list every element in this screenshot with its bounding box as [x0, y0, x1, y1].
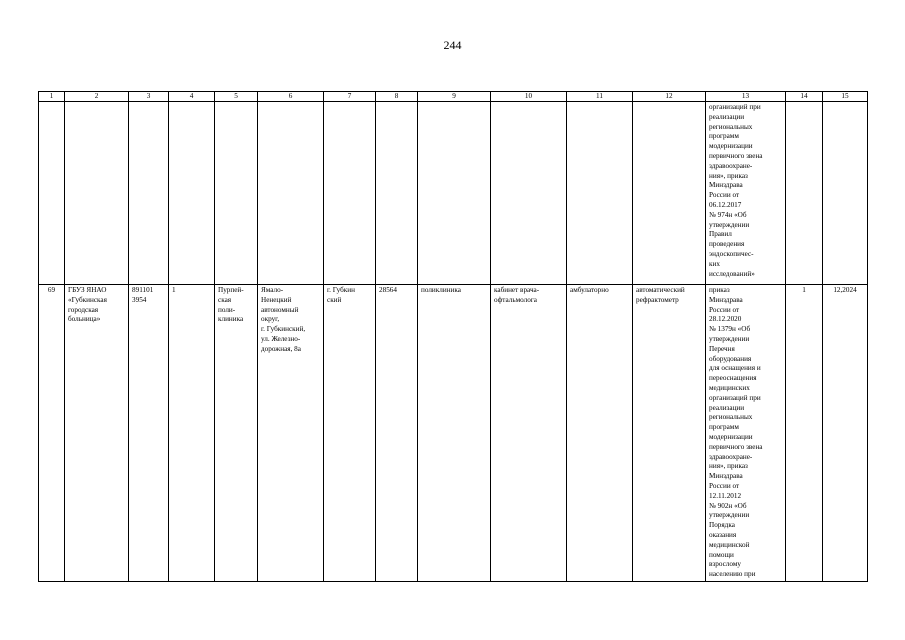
cell-col6: [258, 102, 324, 285]
cell-address: [258, 285, 324, 582]
text-line: программ: [709, 423, 739, 432]
text-line: оборудования: [709, 354, 752, 363]
text-line: 891101: [132, 286, 154, 294]
text-line: здравоохране-: [709, 452, 753, 461]
text-line: ких: [709, 259, 720, 268]
text-line: «Губкинская: [68, 295, 107, 304]
cell-col12: [633, 102, 706, 285]
text-line: населению при: [709, 570, 756, 579]
cell-col14: [786, 102, 823, 285]
cell-organization: [65, 285, 129, 582]
text-line: реализации: [709, 403, 745, 412]
text-line: ГБУЗ ЯНАО: [68, 286, 107, 294]
column-header-4: 4: [169, 92, 215, 102]
column-header-7: 7: [324, 92, 376, 102]
text-line: здравоохране-: [709, 161, 753, 170]
text-line: автономный: [261, 305, 299, 314]
text-line: № 1379н «Об: [709, 325, 751, 334]
column-number-row: [39, 92, 868, 102]
text-line: региональных: [709, 122, 753, 131]
text-line: утверждении: [709, 511, 750, 520]
column-header-10: 10: [491, 92, 567, 102]
text-line: модернизации: [709, 142, 753, 151]
text-line: организаций при: [709, 393, 761, 402]
text-line: Перечня: [709, 344, 735, 353]
cell-col10: [491, 102, 567, 285]
text-line: № 974н «Об: [709, 210, 747, 219]
text-line: 28.12.2020: [709, 315, 742, 324]
text-line: исследований»: [709, 269, 755, 278]
page-number: 244: [443, 38, 462, 52]
cell-col15: [823, 102, 868, 285]
column-header-12: 12: [633, 92, 706, 102]
text-line: взрослому: [709, 560, 741, 569]
text-line: округ,: [261, 315, 280, 324]
text-line: Ненецкий: [261, 295, 292, 304]
cell-col5: [215, 102, 258, 285]
text-line: городская: [68, 305, 99, 314]
cell-col8: [376, 102, 418, 285]
text-line: дорожная, 8а: [261, 344, 301, 353]
column-header-15: 15: [823, 92, 868, 102]
text-line: медицинской: [709, 540, 750, 549]
cell-col4: [169, 102, 215, 285]
cell-col1: [39, 102, 65, 285]
cell-inn: [129, 285, 169, 582]
text-line: больница»: [68, 315, 101, 324]
text-line: Минздрава: [709, 181, 743, 190]
text-line: Правил: [709, 230, 732, 239]
text-line: Порядка: [709, 521, 735, 530]
text-line: региональных: [709, 413, 753, 422]
text-line: помощи: [709, 550, 734, 559]
cell-date: 12,2024: [823, 285, 868, 582]
cell-cabinet: [491, 285, 567, 582]
text-line: программ: [709, 132, 739, 141]
cell-legal-basis: [706, 285, 786, 582]
cell-col3: [129, 102, 169, 285]
text-line: автоматический: [636, 286, 685, 294]
table-row-continuation: [39, 102, 868, 285]
text-line: ния», приказ: [709, 462, 748, 471]
text-line: ский: [327, 295, 342, 304]
text-line: оказания: [709, 530, 737, 539]
cell-municipality: [324, 285, 376, 582]
text-line: Пурпей-: [218, 286, 244, 294]
text-line: ская: [218, 295, 232, 304]
cell-col4: 1: [169, 285, 215, 582]
text-line: поли-: [218, 305, 236, 314]
text-line: первичного звена: [709, 442, 763, 451]
cell-col9: [418, 102, 491, 285]
text-line: 06.12.2017: [709, 200, 742, 209]
column-header-9: 9: [418, 92, 491, 102]
text-line: эндоскопичес-: [709, 249, 754, 258]
cell-col11: [567, 102, 633, 285]
column-header-11: 11: [567, 92, 633, 102]
text-line: г. Губкинский,: [261, 325, 306, 334]
column-header-2: 2: [65, 92, 129, 102]
text-line: кабинет врача-: [494, 286, 540, 294]
column-header-1: 1: [39, 92, 65, 102]
text-line: России от: [709, 305, 740, 314]
text-line: клиника: [218, 315, 244, 324]
column-header-6: 6: [258, 92, 324, 102]
column-header-8: 8: [376, 92, 418, 102]
cell-col2: [65, 102, 129, 285]
cell-row-number: 69: [39, 285, 65, 582]
text-line: Минздрава: [709, 295, 743, 304]
text-line: реализации: [709, 112, 745, 121]
text-line: России от: [709, 481, 740, 490]
text-line: утверждении: [709, 334, 750, 343]
text-line: для оснащения и: [709, 364, 761, 373]
cell-legal-basis: [706, 102, 786, 285]
text-line: организаций при: [709, 103, 761, 111]
column-header-5: 5: [215, 92, 258, 102]
column-header-3: 3: [129, 92, 169, 102]
text-line: офтальмолога: [494, 295, 537, 304]
text-line: Минздрава: [709, 472, 743, 481]
text-line: первичного звена: [709, 151, 763, 160]
table-row-69: [39, 285, 868, 582]
text-line: медицинских: [709, 383, 750, 392]
text-line: модернизации: [709, 432, 753, 441]
text-line: России от: [709, 191, 740, 200]
text-line: г. Губкин: [327, 286, 355, 294]
cell-equipment: [633, 285, 706, 582]
text-line: № 902н «Об: [709, 501, 747, 510]
document-table: [38, 91, 868, 582]
cell-col7: [324, 102, 376, 285]
cell-quantity: 1: [786, 285, 823, 582]
cell-care-conditions: амбулаторно: [567, 285, 633, 582]
text-line: ул. Железно-: [261, 334, 301, 343]
cell-subdivision: [215, 285, 258, 582]
text-line: ния», приказ: [709, 171, 748, 180]
text-line: 12.11.2012: [709, 491, 742, 500]
text-line: 3954: [132, 295, 147, 304]
text-line: рефрактометр: [636, 295, 679, 304]
text-line: проведения: [709, 240, 745, 249]
cell-col8: 28564: [376, 285, 418, 582]
text-line: утверждении: [709, 220, 750, 229]
text-line: приказ: [709, 286, 730, 294]
text-line: переоснащения: [709, 374, 757, 383]
cell-facility-type: поликлиника: [418, 285, 491, 582]
column-header-13: 13: [706, 92, 786, 102]
text-line: Ямало-: [261, 286, 284, 294]
column-header-14: 14: [786, 92, 823, 102]
